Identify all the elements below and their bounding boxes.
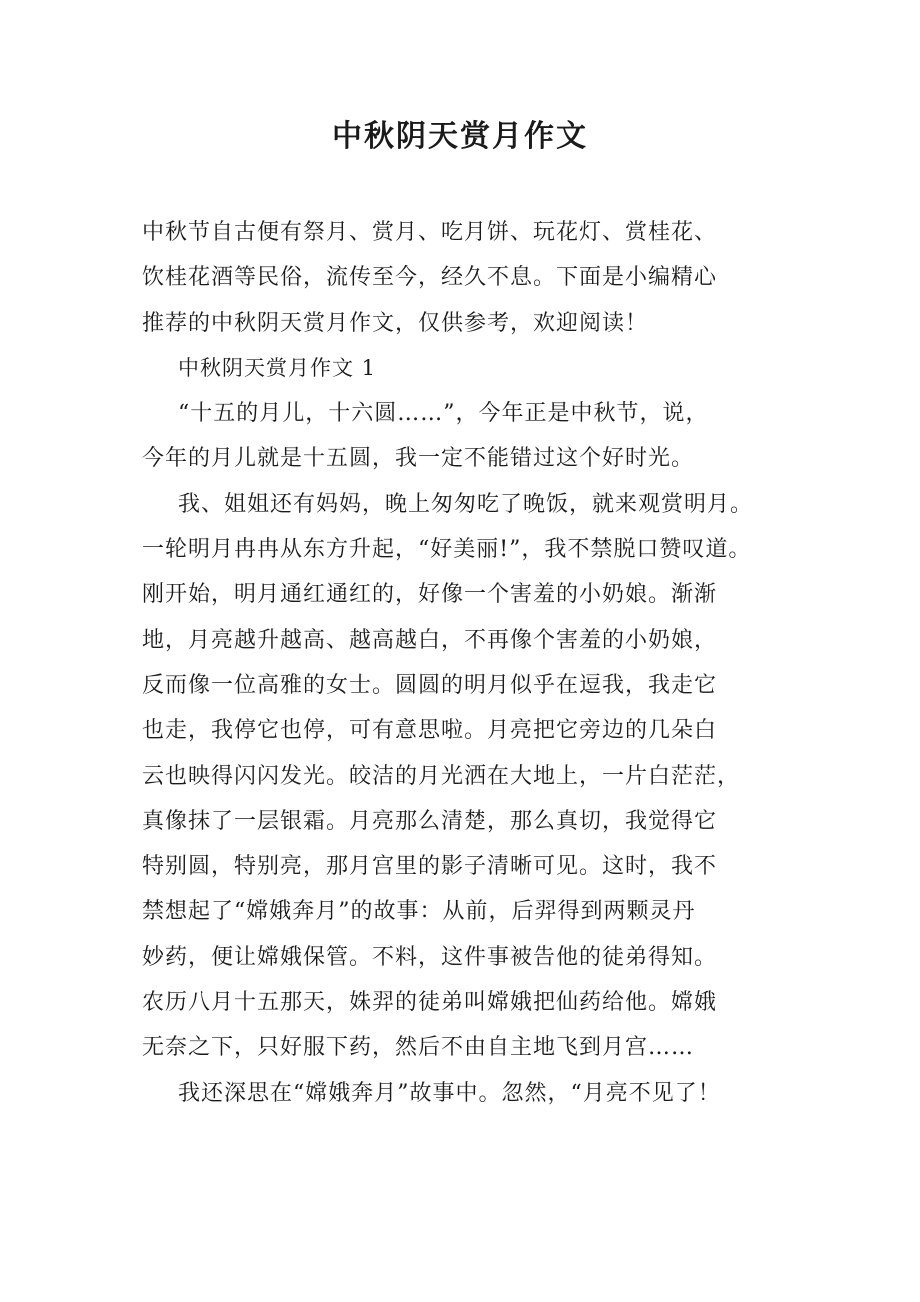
text-line: 农历八月十五那天，姝羿的徒弟叫嫦娥把仙药给他。嫦娥 xyxy=(142,990,718,1016)
document-body xyxy=(142,210,792,1116)
text-line: 地，月亮越升越高、越高越白，不再像个害羞的小奶娘， xyxy=(142,627,718,653)
text-line: 中秋节自古便有祭月、赏月、吃月饼、玩花灯、赏桂花、 xyxy=(142,220,718,245)
text-line: 刚开始，明月通红通红的，好像一个害羞的小奶娘。渐渐 xyxy=(142,582,718,608)
text-line: 真像抹了一层银霜。月亮那么清楚，那么真切，我觉得它 xyxy=(142,808,718,834)
text-line: 也走，我停它也停，可有意思啦。月亮把它旁边的几朵白 xyxy=(142,718,718,744)
text-line: 妙药，便让嫦娥保管。不料，这件事被告他的徒弟得知。 xyxy=(142,944,718,970)
text-line: 反而像一位高雅的女士。圆圆的明月似乎在逗我，我走它 xyxy=(142,672,718,698)
text-line: 无奈之下，只好服下药，然后不由自主地飞到月宫…… xyxy=(142,1035,695,1061)
document-title: 中秋阴天赏月作文 xyxy=(332,119,588,154)
text-line: 今年的月儿就是十五圆，我一定不能错过这个好时光。 xyxy=(142,446,695,472)
text-line: “十五的月儿，十六圆……”，今年正是中秋节，说， xyxy=(178,401,709,427)
text-line: 禁想起了“嫦娥奔月”的故事：从前，后羿得到两颗灵丹 xyxy=(142,899,696,925)
text-line: 特别圆，特别亮，那月宫里的影子清晰可见。这时，我不 xyxy=(142,854,718,880)
text-line: 我还深思在“嫦娥奔月”故事中。忽然，“月亮不见了！ xyxy=(178,1080,721,1106)
section-heading: 中秋阴天赏月作文 1 xyxy=(178,355,377,380)
text-line: 一轮明月冉冉从东方升起，“好美丽!”，我不禁脱口赞叹道。 xyxy=(142,537,752,563)
text-line: 云也映得闪闪发光。皎洁的月光洒在大地上，一片白茫茫， xyxy=(142,763,741,789)
text-line: 饮桂花酒等民俗，流传至今，经久不息。下面是小编精心 xyxy=(142,265,718,291)
text-line: 我、姐姐还有妈妈，晚上匆匆吃了晚饭，就来观赏明月。 xyxy=(178,491,754,517)
text-line: 推荐的中秋阴天赏月作文，仅供参考，欢迎阅读！ xyxy=(142,310,649,336)
